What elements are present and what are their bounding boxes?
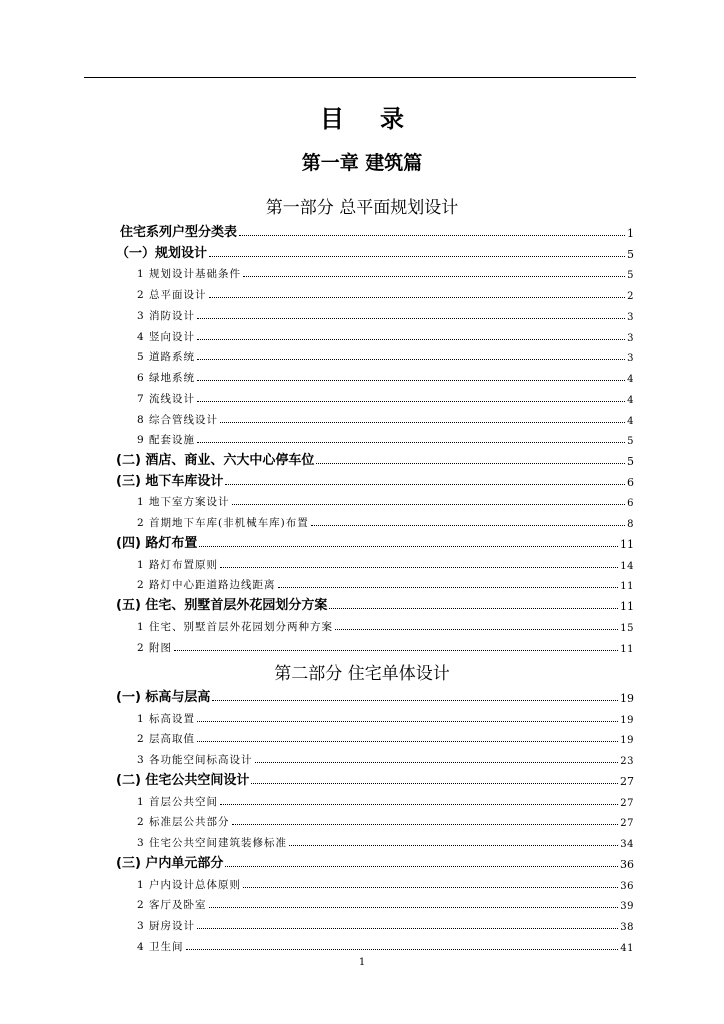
toc-entry-page-number: 6 [627,498,634,509]
toc-entry-page-number: 11 [620,644,634,655]
dot-leader [311,525,625,526]
toc-entry-page-number: 34 [620,839,634,850]
toc-entry-label: 6 绿地系统 [137,372,196,384]
toc-subsection-entry[interactable] [137,489,634,509]
dot-leader [197,359,625,360]
toc-entry-label: (二) 酒店、商业、六大中心停车位 [116,453,315,468]
toc-entry-label: 1 路灯布置原则 [137,559,219,571]
dot-leader [220,804,618,805]
toc-entry-page-number: 11 [620,538,634,551]
dot-leader [197,401,625,402]
toc-entry-label: 1 住宅、别墅首层外花园划分两种方案 [137,621,334,633]
dot-leader [239,235,625,236]
dot-leader [278,587,619,588]
dot-leader [289,845,618,846]
toc-section-entry[interactable] [116,448,634,468]
dot-leader [329,608,618,609]
toc-subsection-entry[interactable] [137,282,634,302]
toc-entry-label: 4 卫生间 [137,941,184,953]
dot-leader [232,504,626,505]
toc-entry-label: 3 消防设计 [137,310,196,322]
dot-leader [220,422,625,423]
toc-entry-label: (一) 标高与层高 [116,690,211,705]
toc-subsection-entry[interactable] [137,830,634,850]
toc-entry-label: 2 路灯中心距道路边线距离 [137,579,276,591]
toc-entry-label: （一）规划设计 [116,246,208,261]
toc-section-entry[interactable] [116,851,634,871]
toc-section-entry[interactable] [116,768,634,788]
dot-leader [186,949,619,950]
page-number: 1 [358,957,366,968]
toc-entry-label: 3 住宅公共空间建筑装修标准 [137,837,288,849]
toc-entry-page-number: 41 [620,943,634,954]
toc-entry-label: 2 总平面设计 [137,289,207,301]
toc-subsection-entry[interactable] [137,552,634,572]
dot-leader [220,567,618,568]
dot-leader [225,484,625,485]
toc-subsection-entry[interactable] [137,892,634,912]
toc-entry-page-number: 3 [627,353,634,364]
toc-entry-page-number: 39 [620,901,634,912]
toc-entry-label: 3 各功能空间标高设计 [137,754,253,766]
toc-entry-page-number: 1 [627,227,634,240]
toc-entry-page-number: 19 [620,715,634,726]
toc-entry-page-number: 19 [620,735,634,746]
toc-entry-page-number: 23 [620,756,634,767]
toc-entry-label: 4 竖向设计 [137,331,196,343]
toc-section-entry[interactable] [120,220,634,240]
toc-entry-page-number: 11 [620,600,634,613]
toc-entry-label: 8 综合管线设计 [137,414,219,426]
dot-leader [174,650,618,651]
toc-entry-label: (三) 户内单元部分 [116,856,224,871]
toc-subsection-entry[interactable] [137,789,634,809]
dot-leader [335,629,618,630]
toc-subsection-entry[interactable] [137,614,634,634]
toc-entry-label: 2 首期地下车库(非机械车库)布置 [137,517,309,529]
toc-subsection-entry[interactable] [137,635,634,655]
dot-leader [197,741,618,742]
toc-entry-page-number: 6 [627,476,634,489]
toc-subsection-entry[interactable] [137,344,634,364]
toc-entry-page-number: 2 [627,291,634,302]
dot-leader [197,339,625,340]
toc-entry-label: (四) 路灯布置 [116,536,198,551]
toc-entry-label: 9 配套设施 [137,434,196,446]
toc-entry-page-number: 3 [627,312,634,323]
dot-leader [199,546,618,547]
toc-subsection-entry[interactable] [137,726,634,746]
toc-entry-page-number: 3 [627,333,634,344]
toc-entry-page-number: 5 [627,270,634,281]
toc-entry-label: 7 流线设计 [137,393,196,405]
header-rule [84,77,636,78]
toc-entry-page-number: 38 [620,922,634,933]
toc-entry-label: 1 户内设计总体原则 [137,879,242,891]
dot-leader [251,783,618,784]
toc-entry-page-number: 8 [627,519,634,530]
dot-leader [232,824,619,825]
toc-entry-label: (三) 地下车库设计 [116,474,224,489]
toc-subsection-entry[interactable] [137,809,634,829]
toc-entry-label: (五) 住宅、别墅首层外花园划分方案 [116,598,328,613]
toc-entry-page-number: 27 [620,798,634,809]
toc-entry-label: 住宅系列户型分类表 [120,225,238,240]
toc-section-entry[interactable] [116,685,634,705]
toc-entry-label: 2 标准层公共部分 [137,816,230,828]
dot-leader [243,887,618,888]
toc-entry-label: (二) 住宅公共空间设计 [116,773,250,788]
toc-entry-label: 5 道路系统 [137,351,196,363]
toc-entry-page-number: 14 [620,561,634,572]
toc-subsection-entry[interactable] [137,572,634,592]
dot-leader [209,297,626,298]
toc-entry-page-number: 15 [620,623,634,634]
toc-entry-page-number: 4 [627,374,634,385]
toc-subsection-entry[interactable] [137,706,634,726]
dot-leader [197,721,618,722]
toc-entry-label: 2 客厅及卧室 [137,899,207,911]
dot-leader [209,907,619,908]
toc-subsection-entry[interactable] [137,747,634,767]
toc-entry-label: 1 地下室方案设计 [137,496,230,508]
toc-entry-label: 3 厨房设计 [137,920,196,932]
toc-subsection-entry[interactable] [137,913,634,933]
toc-subsection-entry[interactable] [137,427,634,447]
dot-leader [255,762,619,763]
toc-entry-page-number: 36 [620,881,634,892]
toc-entry-label: 1 规划设计基础条件 [137,268,242,280]
toc-subsection-entry[interactable] [137,872,634,892]
dot-leader [225,866,618,867]
part-heading: 第二部分 住宅单体设计 [274,664,450,684]
toc-entry-page-number: 4 [627,395,634,406]
document-title: 目录 [320,105,440,133]
dot-leader [197,442,625,443]
toc-entry-page-number: 27 [620,775,634,788]
toc-subsection-entry[interactable] [137,365,634,385]
toc-entry-label: 2 层高取值 [137,733,196,745]
toc-section-entry[interactable] [116,469,634,489]
toc-entry-page-number: 4 [627,416,634,427]
toc-subsection-entry[interactable] [137,934,634,954]
dot-leader [197,928,618,929]
chapter-heading: 第一章 建筑篇 [301,152,423,174]
toc-section-entry[interactable] [116,241,634,261]
toc-entry-page-number: 11 [620,581,634,592]
dot-leader [212,700,618,701]
dot-leader [197,380,625,381]
toc-subsection-entry[interactable] [137,407,634,427]
toc-entry-page-number: 5 [627,248,634,261]
toc-subsection-entry[interactable] [137,324,634,344]
toc-subsection-entry[interactable] [137,386,634,406]
toc-subsection-entry[interactable] [137,510,634,530]
part-heading: 第一部分 总平面规划设计 [265,198,459,218]
toc-entry-label: 2 附图 [137,642,173,654]
toc-section-entry[interactable] [116,531,634,551]
dot-leader [243,276,625,277]
toc-entry-page-number: 27 [620,818,634,829]
toc-subsection-entry[interactable] [137,303,634,323]
dot-leader [197,318,625,319]
toc-entry-page-number: 19 [620,692,634,705]
toc-entry-label: 1 首层公共空间 [137,796,219,808]
toc-entry-label: 1 标高设置 [137,713,196,725]
toc-entry-page-number: 5 [627,455,634,468]
toc-subsection-entry[interactable] [137,261,634,281]
toc-entry-page-number: 5 [627,436,634,447]
toc-entry-page-number: 36 [620,858,634,871]
dot-leader [316,463,625,464]
toc-section-entry[interactable] [116,593,634,613]
dot-leader [209,256,625,257]
